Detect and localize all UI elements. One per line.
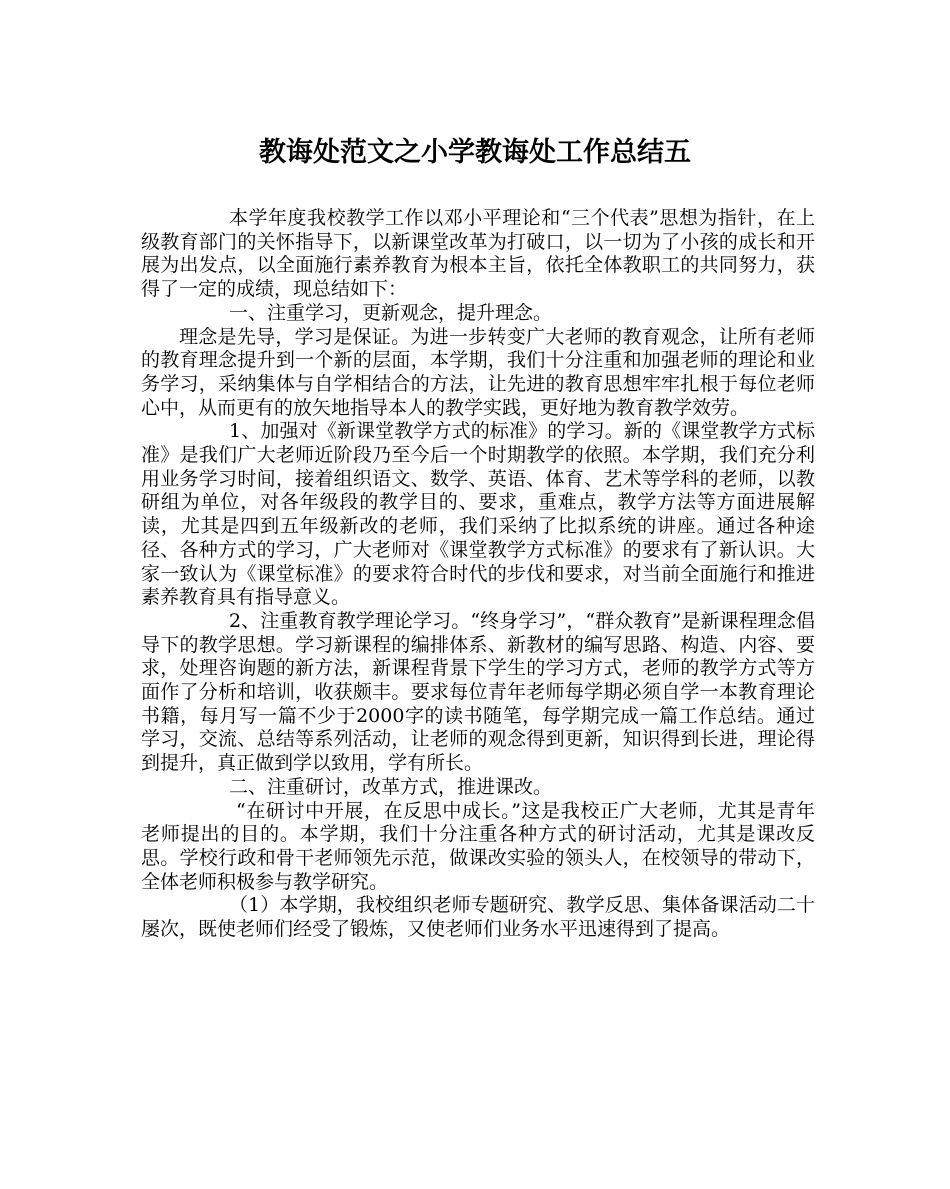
section-heading-1: 一、注重学习，更新观念，提升理念。 (229, 301, 553, 324)
document-body (141, 207, 815, 942)
paragraph-item-2: 2、注重教育教学理论学习。“终身学习”，“群众教育”是新课程理念倡导下的教学思想。学习新课程的编排体系、新教材的编写思路、构造、内容、要求，处理咨询题的新方法，新课程背景下学生的学习方式，老师的教学方式等方面作了分析和培训，收获颇丰。要求每位青年老师每学期必须自学一本教育理论书籍，每月写一篇不少于2000字的读书随笔，每学期完成一篇工作总结。通过学习，交流、总结等系列活动，让老师的观念得到更新，知识得到长进，理论得到提升，真正做到学以致用，学有所长。 (141, 609, 815, 775)
document-title: 教诲处范文之小学教诲处工作总结五 (259, 137, 691, 168)
paragraph-research: “在研讨中开展，在反思中成长。”这是我校正广大老师，尤其是青年老师提出的目的。本学期，我们十分注重各种方式的研讨活动，尤其是课改反思。学校行政和骨干老师领先示范，做课改实验的领头人，在校领导的带动下，全体老师积极参与教学研究。 (141, 799, 815, 893)
paragraph-subitem-1: （1）本学期，我校组织老师专题研究、教学反思、集体备课活动二十屡次，既使老师们经受了锻炼，又使老师们业务水平迅速得到了提高。 (141, 894, 815, 941)
paragraph-concept: 理念是先导，学习是保证。为进一步转变广大老师的教育观念，让所有老师的教育理念提升到一个新的层面，本学期，我们十分注重和加强老师的理论和业务学习，采纳集体与自学相结合的方法，让先进的教育思想牢牢扎根于每位老师心中，从而更有的放矢地指导本人的教学实践，更好地为教育教学效劳。 (141, 325, 815, 419)
section-heading-2: 二、注重研讨，改革方式，推进课改。 (229, 775, 553, 798)
paragraph-intro: 本学年度我校教学工作以邓小平理论和“三个代表”思想为指针，在上级教育部门的关怀指导下，以新课堂改革为打破口，以一切为了小孩的成长和开展为出发点，以全面施行素养教育为根本主旨，依托全体教职工的共同努力，获得了一定的成绩，现总结如下： (141, 207, 815, 301)
paragraph-item-1: 1、加强对《新课堂教学方式的标准》的学习。新的《课堂教学方式标准》是我们广大老师近阶段乃至今后一个时期教学的依照。本学期，我们充分利用业务学习时间，接着组织语文、数学、英语、体育、艺术等学科的老师，以教研组为单位，对各年级段的教学目的、要求，重难点，教学方法等方面进展解读，尤其是四到五年级新改的老师，我们采纳了比拟系统的讲座。通过各种途径、各种方式的学习，广大老师对《课堂教学方式标准》的要求有了新认识。大家一致认为《课堂标准》的要求符合时代的步伐和要求，对当前全面施行和推进素养教育具有指导意义。 (141, 420, 815, 609)
